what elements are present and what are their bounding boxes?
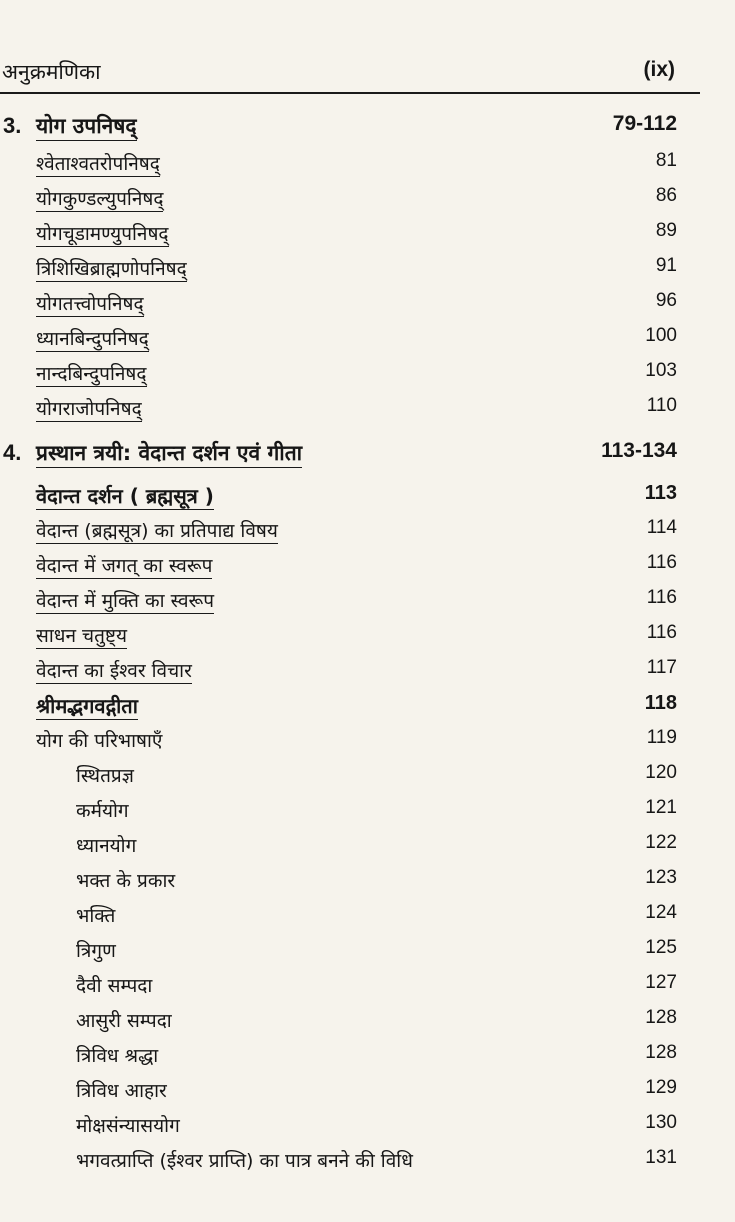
entry-page: 100: [645, 325, 677, 346]
subentry-title: भक्ति: [76, 905, 116, 927]
entry-title: योगचूडामण्युपनिषद्: [36, 220, 169, 247]
subentry-page: 131: [645, 1147, 677, 1168]
entry-title: वेदान्त में जगत् का स्वरूप: [36, 552, 212, 579]
entry-title: वेदान्त का ईश्वर विचार: [36, 657, 192, 684]
toc-subentry: [0, 829, 735, 864]
toc-chapter-3: [0, 111, 735, 146]
toc-section: [0, 689, 735, 724]
subentry-page: 129: [645, 1077, 677, 1098]
entry-page: 86: [655, 185, 677, 206]
toc-subentry: [0, 1109, 735, 1144]
toc-subentry: [0, 1144, 735, 1179]
subentry-page: 121: [645, 797, 677, 818]
entry-page: 114: [646, 517, 677, 538]
entry-title: साधन चतुष्ट्य: [36, 622, 127, 649]
entry-title: योगकुण्डल्युपनिषद्: [36, 185, 163, 212]
header-rule: [0, 92, 700, 94]
entry-title: योग की परिभाषाएँ: [36, 730, 163, 752]
toc-entry: [0, 724, 735, 759]
toc-subentry: [0, 1074, 735, 1109]
subentry-title: भक्त के प्रकार: [76, 870, 176, 892]
entry-title: श्वेताश्वतरोपनिषद्: [36, 150, 160, 177]
chapter-page-range: 79-112: [612, 112, 677, 135]
subentry-title: मोक्षसंन्यासयोग: [76, 1115, 180, 1137]
toc-entry: [0, 217, 735, 252]
entry-title: वेदान्त (ब्रह्मसूत्र) का प्रतिपाद्य विषय: [36, 517, 278, 544]
toc-subentry: [0, 794, 735, 829]
chapter-title: प्रस्थान त्रयी: वेदान्त दर्शन एवं गीता: [36, 439, 302, 468]
toc-entry: [0, 392, 735, 427]
section-page: 113: [644, 482, 677, 504]
toc-entry: [0, 252, 735, 287]
subentry-title: त्रिगुण: [76, 940, 116, 962]
entry-page: 116: [646, 552, 677, 573]
subentry-page: 120: [645, 762, 677, 783]
section-page: 118: [644, 692, 677, 714]
toc-entry: [0, 654, 735, 689]
entry-page: 116: [646, 587, 677, 608]
subentry-title: ध्यानयोग: [76, 835, 137, 857]
entry-title: वेदान्त में मुक्ति का स्वरूप: [36, 587, 214, 614]
toc-subentry: [0, 934, 735, 969]
toc-subentry: [0, 864, 735, 899]
toc-subentry: [0, 1039, 735, 1074]
subentry-page: 128: [645, 1007, 677, 1028]
toc-entry: [0, 549, 735, 584]
toc-entry: [0, 287, 735, 322]
toc-entry: [0, 514, 735, 549]
section-title: वेदान्त दर्शन ( ब्रह्मसूत्र ): [36, 484, 214, 508]
subentry-title: त्रिविध श्रद्धा: [76, 1045, 159, 1067]
toc-entry: [0, 357, 735, 392]
toc-subentry: [0, 1004, 735, 1039]
chapter-number: 4.: [3, 440, 22, 465]
toc-entry: [0, 147, 735, 182]
entry-title: योगराजोपनिषद्: [36, 395, 142, 422]
subentry-page: 124: [645, 902, 677, 923]
entry-page: 110: [646, 395, 677, 416]
toc-subentry: [0, 899, 735, 934]
entry-title: योगतत्त्वोपनिषद्: [36, 290, 144, 317]
entry-page: 103: [645, 360, 677, 381]
entry-title: ध्यानबिन्दुपनिषद्: [36, 325, 149, 352]
toc-entry: [0, 584, 735, 619]
page-number: (ix): [643, 58, 675, 81]
toc-section: [0, 479, 735, 514]
subentry-title: कर्मयोग: [76, 800, 129, 822]
entry-page: 116: [646, 622, 677, 643]
subentry-page: 123: [645, 867, 677, 888]
subentry-title: स्थितप्रज्ञ: [76, 765, 134, 787]
chapter-number: 3.: [3, 113, 22, 138]
chapter-page-range: 113-134: [601, 439, 677, 462]
toc-subentry: [0, 759, 735, 794]
entry-page: 89: [655, 220, 677, 241]
entry-page: 81: [655, 150, 677, 171]
entry-page: 96: [655, 290, 677, 311]
subentry-page: 130: [645, 1112, 677, 1133]
page-title: अनुक्रमणिका: [2, 60, 101, 84]
entry-page: 91: [655, 255, 677, 276]
subentry-title: भगवत्प्राप्ति (ईश्वर प्राप्ति) का पात्र बनने की विधि: [76, 1150, 413, 1172]
chapter-title: योग उपनिषद्: [36, 112, 137, 141]
toc-entry: [0, 619, 735, 654]
toc-entry: [0, 182, 735, 217]
subentry-page: 128: [645, 1042, 677, 1063]
subentry-page: 122: [645, 832, 677, 853]
subentry-title: त्रिविध आहार: [76, 1080, 167, 1102]
toc-entry: [0, 322, 735, 357]
subentry-page: 127: [645, 972, 677, 993]
entry-title: त्रिशिखिब्राह्मणोपनिषद्: [36, 255, 187, 282]
entry-title: नान्दबिन्दुपनिषद्: [36, 360, 147, 387]
page-header: [0, 52, 735, 92]
subentry-title: दैवी सम्पदा: [76, 975, 153, 997]
subentry-title: आसुरी सम्पदा: [76, 1010, 172, 1032]
toc-chapter-4: [0, 438, 735, 473]
entry-page: 119: [646, 727, 677, 748]
subentry-page: 125: [645, 937, 677, 958]
section-title: श्रीमद्भगवद्गीता: [36, 694, 138, 718]
toc-subentry: [0, 969, 735, 1004]
entry-page: 117: [646, 657, 677, 678]
